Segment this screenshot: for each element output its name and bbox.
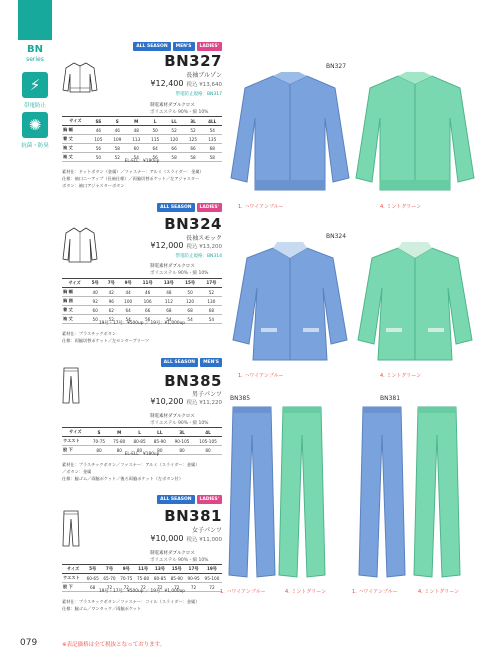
table-row (62, 126, 222, 135)
size-cell: 42 (103, 288, 119, 297)
table-row (62, 437, 222, 446)
size-cell: 75-80 (135, 574, 152, 583)
size-cell: 52 (184, 126, 203, 135)
product-name: 長袖ブルゾン (186, 72, 222, 79)
price-tax: 税込 ¥13,200 (186, 244, 222, 250)
table-row (62, 135, 222, 144)
price (150, 397, 222, 406)
size-cell: 66 (165, 144, 184, 153)
size-header: 17号 (185, 565, 202, 574)
row-header: 袖 丈 (62, 315, 87, 324)
price (150, 241, 222, 250)
size-cell: 54 (119, 315, 137, 324)
badge-mens: MEN'S (200, 358, 222, 367)
row-header: 胸 幅 (62, 126, 89, 135)
price-tax: 税込 ¥13,640 (186, 82, 222, 88)
size-cell: 58 (108, 144, 127, 153)
size-cell: 60 (127, 144, 146, 153)
sun-icon: ✺ (22, 112, 48, 138)
table-row (62, 306, 222, 315)
size-header: 4L (194, 428, 222, 437)
size-cell: 64 (146, 144, 165, 153)
spec-notes (62, 461, 227, 482)
size-cell: 100 (119, 297, 137, 306)
size-header: S (108, 117, 127, 126)
spec-line: 素材仕：ドットボタン（金属）／ファスナー：アルミ（スライダー：金属） (62, 169, 204, 174)
size-cell: 56 (89, 144, 108, 153)
material: 制電素材ダブルクロス (150, 551, 195, 556)
table-row (62, 297, 222, 306)
size-cell: 72 (168, 583, 185, 592)
standard-note: 帯電防止規格：BN314 (175, 254, 222, 259)
size-cell: 68 (201, 306, 222, 315)
size-cell: 54 (158, 315, 179, 324)
size-cell: 46 (89, 126, 108, 135)
size-header: 7号 (103, 279, 119, 288)
size-cell: 80 (150, 446, 170, 455)
size-cell: 72 (152, 583, 169, 592)
material-composition: ポリエステル 90%・綿 10% (150, 421, 209, 426)
material-composition: ポリエステル 90%・綿 10% (150, 271, 209, 276)
size-cell: 68 (84, 583, 101, 592)
size-header: 4LL (202, 117, 222, 126)
series-label: series (26, 56, 44, 63)
size-cell: 80-85 (129, 437, 149, 446)
size-cell: 48 (158, 288, 179, 297)
size-cell: 90-105 (170, 437, 194, 446)
size-header: サイズ (62, 117, 89, 126)
badge-all-season: ALL SEASON (157, 203, 194, 212)
size-cell: 72 (101, 583, 118, 592)
size-cell: 56 (137, 315, 158, 324)
jacket-sketch (62, 60, 98, 94)
size-cell: 72 (135, 583, 152, 592)
badge-ladies: LADIES' (197, 203, 222, 212)
size-cell: 68 (179, 306, 200, 315)
photo-code-bn327: BN327 (326, 63, 347, 70)
size-cell: 58 (165, 153, 184, 162)
caption-bn324-blue: 1. ハワイアンブルー (238, 373, 284, 379)
size-cell: 50 (146, 126, 165, 135)
size-header: M (127, 117, 146, 126)
size-cell: 80 (170, 446, 194, 455)
price-value: ¥12,400 (150, 79, 184, 88)
size-cell: 60 (87, 306, 103, 315)
feature-label-antibacterial: 抗菌・防臭 (21, 143, 49, 149)
size-table (62, 278, 222, 324)
lightning-icon: ⚡ (22, 72, 48, 98)
size-cell: 50 (87, 315, 103, 324)
size-cell: 52 (165, 126, 184, 135)
caption-bn381-blue: 1. ハワイアンブルー (352, 589, 398, 595)
spec-line: 仕様：両脇切替ポケット／左センターブリーツ (62, 338, 150, 343)
size-cell: 68 (158, 306, 179, 315)
product-name: 長袖スモック (186, 235, 222, 242)
caption-bn327-green: 4. ミントグリーン (380, 204, 422, 210)
size-surcharge: EL-ELL：¥180up (124, 159, 160, 164)
size-header: M (109, 428, 129, 437)
size-cell: 135 (202, 135, 222, 144)
size-cell: 75-80 (109, 437, 129, 446)
photo-bn381-blue (355, 405, 410, 580)
size-cell: 85-90 (168, 574, 185, 583)
size-cell: 72 (185, 583, 202, 592)
caption-bn327-blue: 1. ハワイアンブルー (238, 204, 284, 210)
size-cell: 48 (127, 126, 146, 135)
model-number: BN381 (164, 507, 222, 525)
smock-sketch (62, 225, 98, 263)
spec-line: ／ボタン：金属 (62, 469, 92, 474)
size-header: LL (150, 428, 170, 437)
badge-mens: MEN'S (173, 42, 195, 51)
badge-all-season: ALL SEASON (157, 495, 194, 504)
size-header: 13号 (152, 565, 169, 574)
size-header: サイズ (62, 428, 89, 437)
row-header: ウエスト (62, 437, 89, 446)
table-row (62, 574, 222, 583)
size-cell: 109 (108, 135, 127, 144)
size-table (62, 116, 222, 162)
size-cell: 65-70 (101, 574, 118, 583)
spec-notes (62, 330, 227, 344)
size-cell: 54 (127, 153, 146, 162)
season-badges (157, 495, 222, 504)
size-cell: 46 (137, 288, 158, 297)
size-cell: 40 (87, 288, 103, 297)
photo-bn324-blue (225, 240, 355, 365)
row-header: 袖 丈 (62, 153, 89, 162)
photo-bn327-blue (225, 68, 355, 198)
size-cell: 80-85 (152, 574, 169, 583)
size-header: L (146, 117, 165, 126)
size-header: 9号 (119, 279, 137, 288)
size-cell: 56 (146, 153, 165, 162)
series-sidebar (18, 0, 52, 666)
spec-line: 仕様：脇ゴム／ワンタック／両脇ポケット (62, 606, 142, 611)
season-badges (157, 203, 222, 212)
size-cell: 50 (89, 153, 108, 162)
caption-bn385-green: 4. ミントグリーン (285, 589, 327, 595)
model-number: BN385 (164, 372, 222, 390)
size-cell: 54 (179, 315, 200, 324)
model-number: BN324 (164, 215, 222, 233)
size-cell: 85-90 (150, 437, 170, 446)
row-header: 着 丈 (62, 306, 87, 315)
price (150, 79, 222, 88)
price-value: ¥12,000 (150, 241, 184, 250)
row-header: 着 丈 (62, 135, 89, 144)
size-cell: 72 (202, 583, 222, 592)
badge-ladies: LADIES' (197, 42, 222, 51)
photo-code-bn324: BN324 (326, 233, 347, 240)
table-row (62, 144, 222, 153)
feature-label-antistatic: 帯電防止 (23, 103, 46, 109)
size-cell: 54 (202, 126, 222, 135)
size-header: 15号 (168, 565, 185, 574)
size-header: 5号 (87, 279, 103, 288)
product-name: 女子パンツ (191, 527, 222, 534)
photo-bn385-blue (225, 405, 280, 580)
size-cell: 80 (194, 446, 222, 455)
spec-line: 素材仕：プラスチックボタン／ファスナー：アルミ（スライダー：金属） (62, 462, 200, 467)
price-tax: 税込 ¥11,220 (186, 400, 222, 406)
size-cell: 66 (184, 144, 203, 153)
size-cell: 90-95 (185, 574, 202, 583)
size-cell: 52 (201, 288, 222, 297)
tax-footnote: ※表記価格は全て税抜となっております。 (62, 642, 166, 648)
price-tax: 税込 ¥11,000 (186, 537, 222, 543)
size-cell: 44 (119, 288, 137, 297)
product-block-bn381 (62, 495, 222, 625)
price-value: ¥10,000 (150, 534, 184, 543)
spec-notes (62, 598, 227, 612)
size-header: 7号 (101, 565, 118, 574)
size-header: 5号 (84, 565, 101, 574)
size-cell: 70-75 (118, 574, 135, 583)
size-header: サイズ (62, 279, 87, 288)
size-cell: 105 (89, 135, 108, 144)
size-surcharge: 19号・17号：¥500up ／ 19号：¥1,000up (98, 589, 186, 594)
size-cell: 95-100 (202, 574, 222, 583)
size-cell: 68 (202, 144, 222, 153)
spec-line: 仕様：脇ゴム／両脇ポケット／後ろ両脇ポケット（左ボタン付） (62, 476, 184, 481)
size-cell: 92 (87, 297, 103, 306)
womens-pants-sketch (62, 509, 80, 547)
size-cell: 80 (109, 446, 129, 455)
size-cell: 46 (108, 126, 127, 135)
product-block-bn385 (62, 358, 222, 488)
size-cell: 96 (103, 297, 119, 306)
size-header: 11号 (135, 565, 152, 574)
size-cell: 52 (103, 315, 119, 324)
row-header: 股 下 (62, 446, 89, 455)
size-header: サイズ (62, 565, 84, 574)
mens-pants-sketch (62, 366, 80, 404)
size-cell: 58 (184, 153, 203, 162)
badge-all-season: ALL SEASON (161, 358, 198, 367)
badge-all-season: ALL SEASON (133, 42, 170, 51)
size-cell: 113 (127, 135, 146, 144)
photo-bn327-green (350, 68, 480, 198)
spec-notes (62, 168, 227, 189)
size-cell: 52 (108, 153, 127, 162)
series-code: BN (27, 44, 43, 55)
size-header: 3L (184, 117, 203, 126)
caption-bn324-green: 4. ミントグリーン (380, 373, 422, 379)
sidebar-band (18, 0, 52, 40)
size-header: 11号 (137, 279, 158, 288)
row-header: 胸 囲 (62, 297, 87, 306)
photo-code-bn385: BN385 (230, 395, 251, 402)
size-header: L (129, 428, 149, 437)
photo-bn385-green (275, 405, 330, 580)
size-cell: 70-75 (89, 437, 109, 446)
row-header: ウエスト (62, 574, 84, 583)
spec-line: 仕様：袖口ニーアップ（長袖仕様）／両脇切替ポケット／左アジャスター (62, 176, 200, 181)
row-header: 胸 幅 (62, 288, 87, 297)
size-cell: 60-65 (84, 574, 101, 583)
table-row (62, 288, 222, 297)
size-cell: 50 (179, 288, 200, 297)
size-header: SS (89, 117, 108, 126)
material: 制電素材ダブルクロス (150, 103, 195, 108)
size-cell: 80 (89, 446, 109, 455)
season-badges (133, 42, 222, 51)
material-composition: ポリエステル 90%・綿 10% (150, 110, 209, 115)
size-header: 15号 (179, 279, 200, 288)
size-header: 13号 (158, 279, 179, 288)
size-cell: 66 (137, 306, 158, 315)
price (150, 534, 222, 543)
size-header: 9号 (118, 565, 135, 574)
size-cell: 58 (202, 153, 222, 162)
material: 制電素材ダブルクロス (150, 264, 195, 269)
size-surcharge: 19号・17号：¥500up ／ 19号：¥1,000up (98, 321, 186, 326)
standard-note: 帯電防止規格：BN317 (175, 92, 222, 97)
size-cell: 80 (129, 446, 149, 455)
photo-bn381-green (410, 405, 465, 580)
size-surcharge: EL-ELL：¥180up (124, 452, 160, 457)
material-composition: ポリエステル 90%・綿 10% (150, 558, 209, 563)
price-value: ¥10,200 (150, 397, 184, 406)
spec-line: ボタン：袖口アジャスターボタン (62, 183, 125, 188)
size-header: LL (165, 117, 184, 126)
size-cell: 120 (165, 135, 184, 144)
row-header: 袖 丈 (62, 144, 89, 153)
size-cell: 112 (158, 297, 179, 306)
size-cell: 54 (201, 315, 222, 324)
page-number: 079 (20, 638, 38, 648)
size-cell: 106 (137, 297, 158, 306)
season-badges (161, 358, 222, 367)
size-cell: 130 (201, 297, 222, 306)
spec-line: 素材仕：プラスチックボタン (62, 331, 117, 336)
size-cell: 62 (103, 306, 119, 315)
photo-code-bn381: BN381 (380, 395, 401, 402)
size-header: 19号 (202, 565, 222, 574)
size-header: 17号 (201, 279, 222, 288)
photo-bn324-green (350, 240, 480, 365)
size-cell: 120 (179, 297, 200, 306)
caption-bn381-green: 4. ミントグリーン (418, 589, 460, 595)
spec-line: 素材仕：プラスチックボタン／ファスナー：コイル（スライダー：金属） (62, 599, 200, 604)
caption-bn385-blue: 1. ハワイアンブルー (220, 589, 266, 595)
product-block-bn324 (62, 203, 222, 363)
size-cell: 125 (184, 135, 203, 144)
model-number: BN327 (164, 52, 222, 70)
size-cell: 72 (118, 583, 135, 592)
size-cell: 64 (119, 306, 137, 315)
row-header: 股 下 (62, 583, 84, 592)
badge-ladies: LADIES' (197, 495, 222, 504)
size-cell: 105-105 (194, 437, 222, 446)
size-cell: 115 (146, 135, 165, 144)
size-header: S (89, 428, 109, 437)
product-name: 男子パンツ (191, 391, 222, 398)
size-header: 3L (170, 428, 194, 437)
product-block-bn327 (62, 42, 222, 222)
material: 制電素材ダブルクロス (150, 414, 195, 419)
